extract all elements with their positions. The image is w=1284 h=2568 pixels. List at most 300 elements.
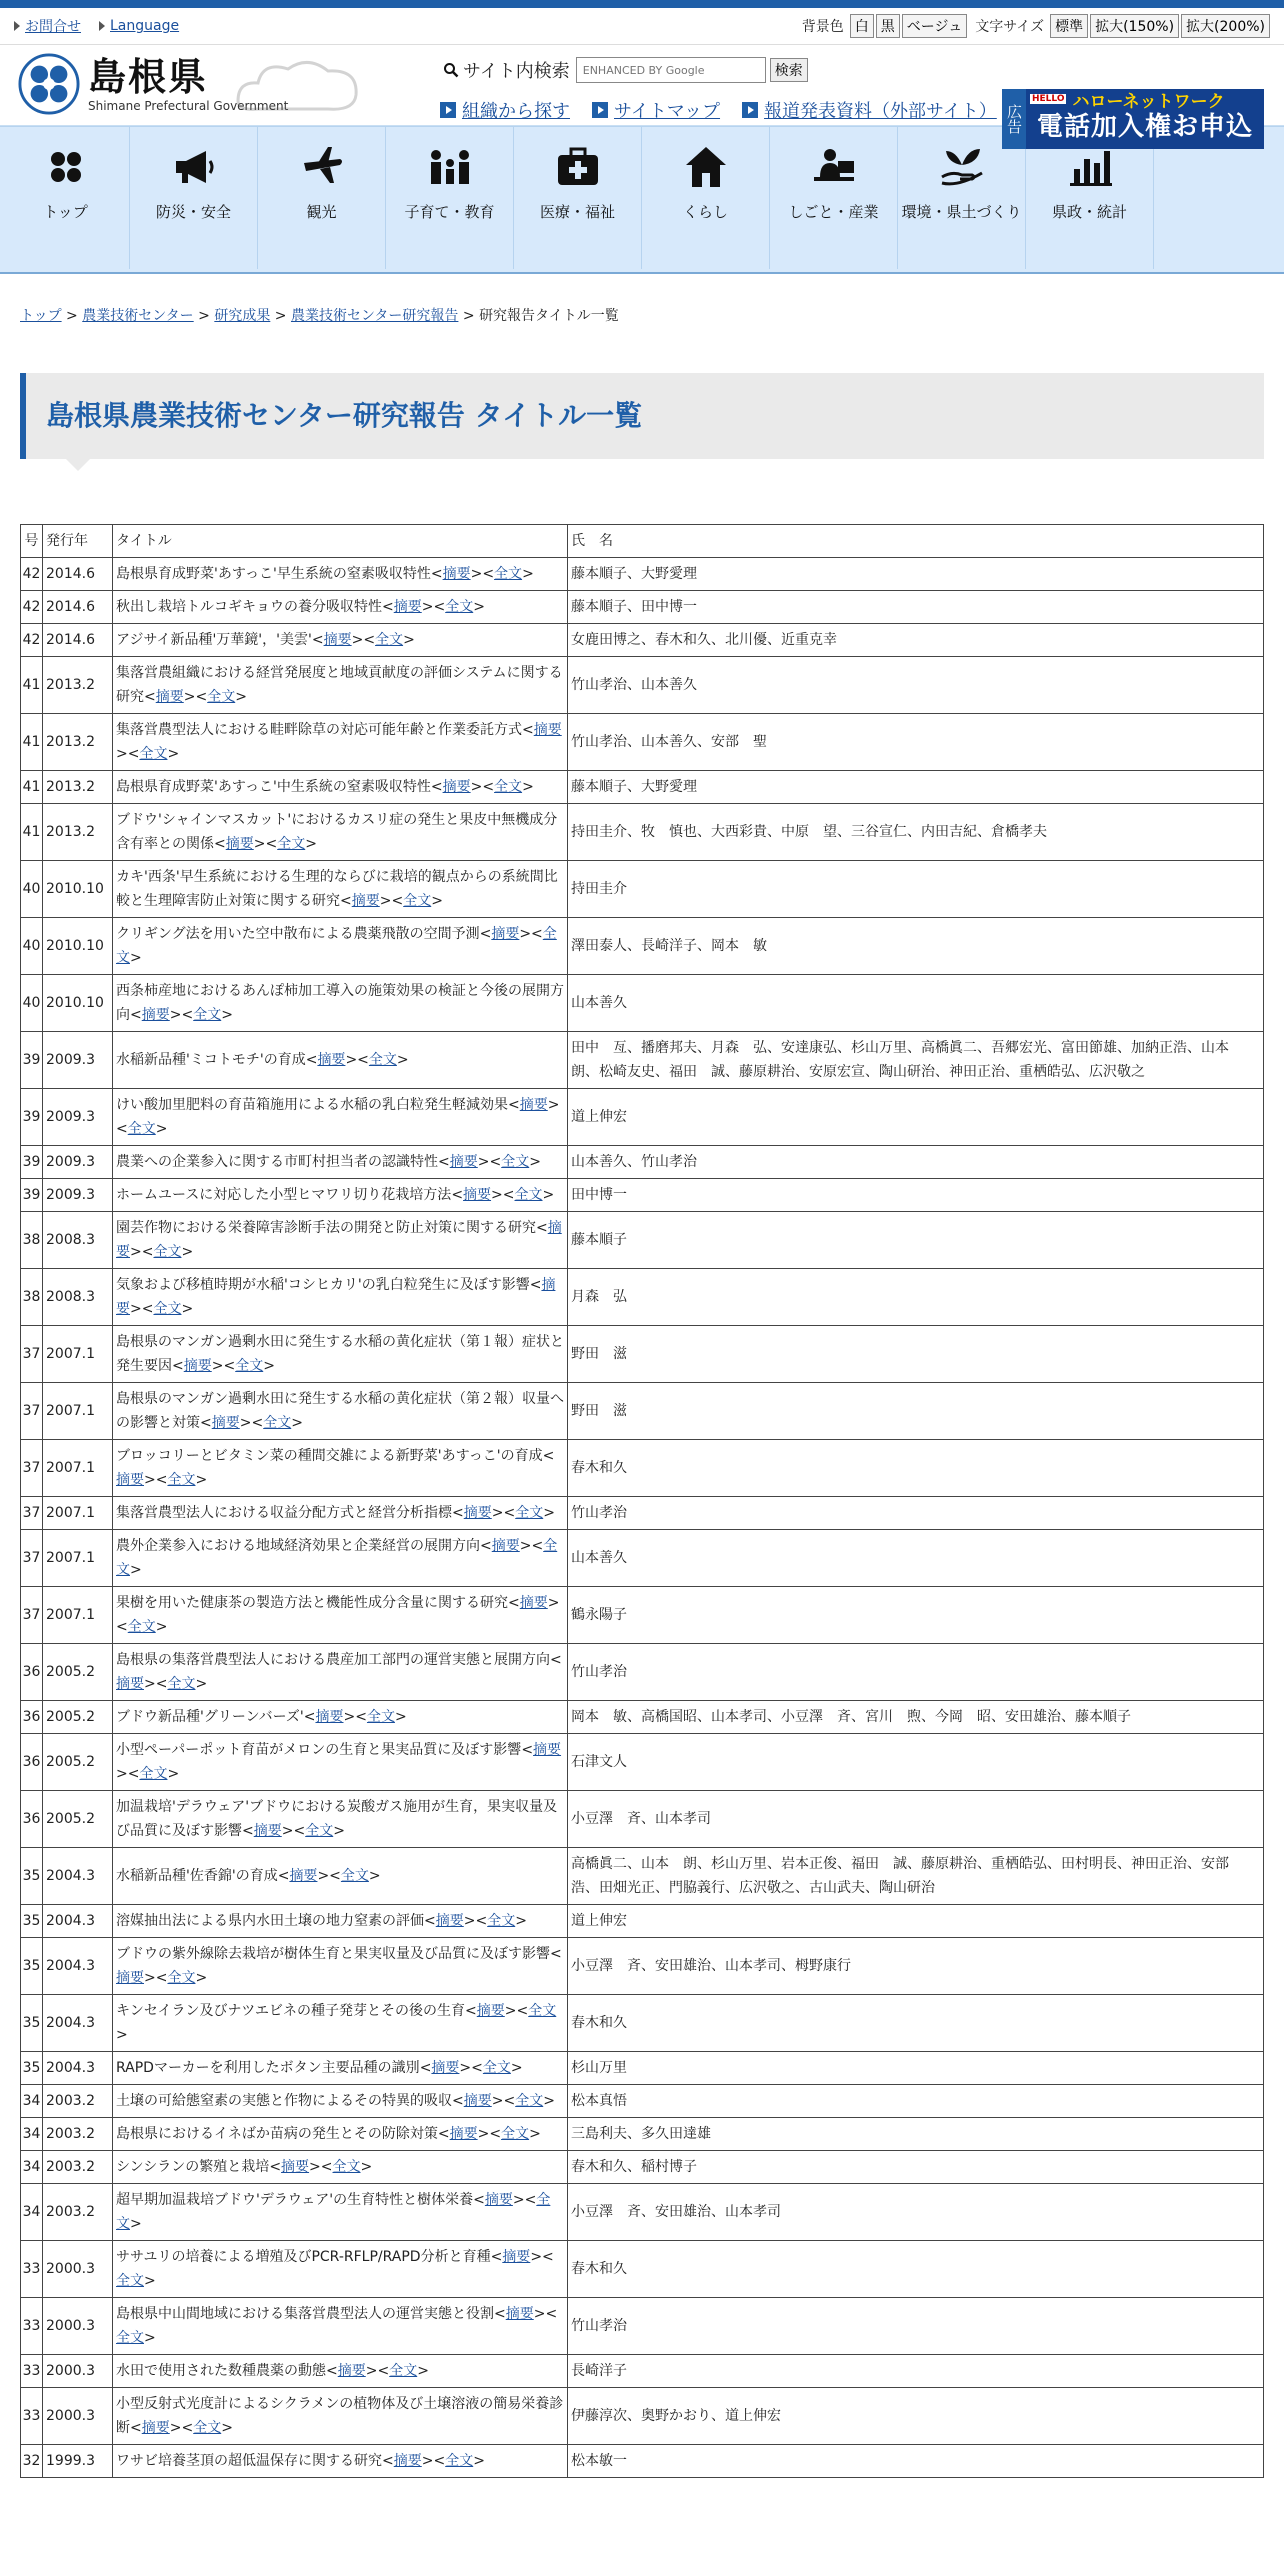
title-text: RAPDマーカーを利用したボタン主要品種の識別 <box>116 2060 420 2076</box>
title-text: 水稲新品種'ミコトモチ'の育成 <box>116 1052 306 1068</box>
cell-title: 溶媒抽出法による県内水田土壌の地力窒素の評価<摘要><全文> <box>113 1905 568 1938</box>
cell-author: 野田 滋 <box>568 1326 1264 1383</box>
cell-title: 水田で使用された数種農薬の動態<摘要><全文> <box>113 2355 568 2388</box>
abstract-link[interactable]: 摘要 <box>491 1538 520 1554</box>
nav-disaster-safety[interactable] <box>130 127 258 269</box>
font-standard-button[interactable]: 標準 <box>1050 14 1088 38</box>
cloud-decoration-icon <box>228 51 368 119</box>
cell-year: 2000.3 <box>43 2388 113 2445</box>
fulltext-link[interactable]: 全文 <box>116 2273 144 2289</box>
cell-author: 山本善久、竹山孝治 <box>568 1146 1264 1179</box>
cell-number: 41 <box>21 657 43 714</box>
fulltext-link[interactable]: 全文 <box>487 1913 516 1929</box>
cell-author: 野田 滋 <box>568 1383 1264 1440</box>
search-icon <box>443 62 459 78</box>
abstract-link[interactable]: 摘要 <box>533 1742 562 1758</box>
cell-number: 35 <box>21 1938 43 1995</box>
fulltext-link[interactable]: 全文 <box>167 1472 196 1488</box>
title-text: ブドウ新品種'グリーンバーズ' <box>116 1709 304 1725</box>
cell-number: 35 <box>21 1848 43 1905</box>
fulltext-link[interactable]: 全文 <box>515 2093 544 2109</box>
fulltext-link[interactable]: 全文 <box>207 689 236 705</box>
title-text: 秋出し栽培トルコギキョウの養分吸収特性 <box>116 599 382 615</box>
cell-author: 道上伸宏 <box>568 1905 1264 1938</box>
cell-year: 2007.1 <box>43 1530 113 1587</box>
home-emblem-icon <box>42 143 90 191</box>
cell-number: 33 <box>21 2241 43 2298</box>
site-search <box>443 57 808 83</box>
fulltext-link[interactable]: 全文 <box>494 779 523 795</box>
fulltext-link[interactable]: 全文 <box>340 1868 369 1884</box>
abstract-link[interactable]: 摘要 <box>393 2453 422 2469</box>
breadcrumb: トップ > 農業技術センター > 研究成果 > 農業技術センター研究報告 > 研究報告タイトル一覧 <box>20 308 619 324</box>
language-link[interactable]: Language <box>110 18 180 34</box>
bg-black-button[interactable]: 黒 <box>876 14 900 38</box>
title-text: 農業への企業参入に関する市町村担当者の認識特性 <box>116 1154 438 1170</box>
title-text: ササユリの培養による増殖及びPCR-RFLP/RAPD分析と育種 <box>116 2249 491 2265</box>
cell-number: 34 <box>21 2184 43 2241</box>
nav-label: しごと・産業 <box>788 203 879 221</box>
fulltext-link[interactable]: 全文 <box>305 1823 334 1839</box>
breadcrumb-reports[interactable]: 農業技術センター研究報告 <box>290 308 459 324</box>
abstract-link[interactable]: 摘要 <box>211 1415 240 1431</box>
breadcrumb-center[interactable]: 農業技術センター <box>82 308 194 324</box>
abstract-link[interactable]: 摘要 <box>463 1187 492 1203</box>
abstract-link[interactable]: 摘要 <box>476 2003 505 2019</box>
fulltext-link[interactable]: 全文 <box>482 2060 511 2076</box>
cell-author: 持田圭介、牧 慎也、大西彩貴、中原 望、三谷宣仁、内田吉紀、倉橋孝夫 <box>568 804 1264 861</box>
cell-title: 小型反射式光度計によるシクラメンの植物体及び土壌溶液の簡易栄養診断<摘要><全文> <box>113 2388 568 2445</box>
title-text: 加温栽培'デラウェア'ブドウにおける炭酸ガス施用が生育，果実収量及び品質に及ぼす影響 <box>116 1799 558 1839</box>
org-search-link[interactable]: 組織から探す <box>462 101 570 122</box>
cell-author: 竹山孝治 <box>568 1497 1264 1530</box>
table-row <box>21 1530 1264 1587</box>
abstract-link[interactable]: 摘要 <box>431 2060 460 2076</box>
title-text: 気象および移植時期が水稲'コシヒカリ'の乳白粒発生に及ぼす影響 <box>116 1277 530 1293</box>
ad-line2: 電話加入権お申込 <box>1036 112 1253 142</box>
fulltext-link[interactable]: 全文 <box>277 836 306 852</box>
nav-label: くらし <box>682 203 728 221</box>
fulltext-link[interactable]: 全文 <box>127 1121 156 1137</box>
title-pointer <box>66 459 90 471</box>
table-row <box>21 1269 1264 1326</box>
title-text: 水田で使用された数種農薬の動態 <box>116 2363 326 2379</box>
cell-author: 田中博一 <box>568 1179 1264 1212</box>
fulltext-link[interactable]: 全文 <box>501 2126 530 2142</box>
fulltext-link[interactable]: 全文 <box>263 1415 292 1431</box>
cell-year: 2009.3 <box>43 1032 113 1089</box>
cell-author: 竹山孝治 <box>568 2298 1264 2355</box>
table-row <box>21 1938 1264 1995</box>
fulltext-link[interactable]: 全文 <box>528 2003 557 2019</box>
table-row <box>21 2085 1264 2118</box>
cell-title: キンセイラン及びナツエビネの種子発芽とその後の生育<摘要><全文> <box>113 1995 568 2052</box>
table-row <box>21 624 1264 657</box>
fulltext-link[interactable]: 全文 <box>389 2363 418 2379</box>
cell-number: 39 <box>21 1032 43 1089</box>
hand-sprout-icon <box>938 143 986 191</box>
contact-link[interactable]: お問合せ <box>25 19 81 35</box>
cell-year: 2009.3 <box>43 1179 113 1212</box>
cell-number: 33 <box>21 2388 43 2445</box>
cell-year: 2010.10 <box>43 975 113 1032</box>
cell-year: 2005.2 <box>43 1791 113 1848</box>
cell-title: けい酸加里肥料の育苗箱施用による水稲の乳白粒発生軽減効果<摘要><全文> <box>113 1089 568 1146</box>
cell-number: 37 <box>21 1530 43 1587</box>
cell-number: 35 <box>21 1995 43 2052</box>
abstract-link[interactable]: 摘要 <box>484 2192 513 2208</box>
abstract-link[interactable]: 摘要 <box>317 1052 346 1068</box>
cell-year: 2004.3 <box>43 1938 113 1995</box>
cell-number: 35 <box>21 2052 43 2085</box>
contact-link-wrap <box>14 16 81 36</box>
cell-title: 集落営農組織における経営発展度と地域貢献度の評価システムに関する研究<摘要><全文> <box>113 657 568 714</box>
family-icon <box>426 143 474 191</box>
cell-year: 1999.3 <box>43 2445 113 2478</box>
abstract-link[interactable]: 摘要 <box>155 689 184 705</box>
title-text: 園芸作物における栄養障害診断手法の開発と防止対策に関する研究 <box>116 1220 536 1236</box>
cell-title: 気象および移植時期が水稲'コシヒカリ'の乳白粒発生に及ぼす影響<摘要><全文> <box>113 1269 568 1326</box>
header-year: 発行年 <box>43 525 113 558</box>
cell-author: 藤本順子、大野愛理 <box>568 771 1264 804</box>
abstract-link[interactable]: 摘要 <box>449 2126 478 2142</box>
title-text: 島根県のマンガン過剰水田に発生する水稲の黄化症状（第１報）症状と発生要因 <box>116 1334 564 1374</box>
abstract-link[interactable]: 摘要 <box>315 1709 344 1725</box>
table-row <box>21 2388 1264 2445</box>
cell-year: 2007.1 <box>43 1383 113 1440</box>
cell-title: 島根県におけるイネばか苗病の発生とその防除対策<摘要><全文> <box>113 2118 568 2151</box>
fulltext-link[interactable]: 全文 <box>332 2159 361 2175</box>
cell-author: 松本真悟 <box>568 2085 1264 2118</box>
title-text: 農外企業参入における地域経済効果と企業経営の展開方向 <box>116 1538 480 1554</box>
utility-bar <box>0 8 1284 45</box>
cell-number: 36 <box>21 1644 43 1701</box>
sitemap-link[interactable]: サイトマップ <box>614 101 721 122</box>
house-icon <box>682 143 730 191</box>
search-input[interactable] <box>576 57 766 83</box>
fulltext-link[interactable]: 全文 <box>116 926 557 966</box>
bg-white-button[interactable]: 白 <box>850 14 874 38</box>
title-text: けい酸加里肥料の育苗箱施用による水稲の乳白粒発生軽減効果 <box>116 1097 508 1113</box>
abstract-link[interactable]: 摘要 <box>116 1676 144 1692</box>
fulltext-link[interactable]: 全文 <box>445 2453 474 2469</box>
ad-banner[interactable] <box>1002 89 1264 149</box>
title-text: 小型反射式光度計によるシクラメンの植物体及び土壌溶液の簡易栄養診断 <box>116 2396 564 2436</box>
abstract-link[interactable]: 摘要 <box>225 836 254 852</box>
title-text: ホームユースに対応した小型ヒマワリ切り花栽培方法 <box>116 1187 452 1203</box>
fulltext-link[interactable]: 全文 <box>153 1244 182 1260</box>
title-text: 土壌の可給態窒素の実態と作物によるその特異的吸収 <box>116 2093 452 2109</box>
cell-number: 42 <box>21 624 43 657</box>
cell-author: 竹山孝治、山本善久、安部 聖 <box>568 714 1264 771</box>
fulltext-link[interactable]: 全文 <box>153 1301 182 1317</box>
cell-number: 37 <box>21 1383 43 1440</box>
cell-year: 2008.3 <box>43 1212 113 1269</box>
title-text: ブロッコリーとビタミン菜の種間交雑による新野菜'あすっこ'の育成 <box>116 1448 543 1464</box>
nav-label: トップ <box>43 203 88 221</box>
abstract-link[interactable]: 摘要 <box>351 893 380 909</box>
header-author: 氏 名 <box>568 525 1264 558</box>
breadcrumb-results[interactable]: 研究成果 <box>214 308 271 324</box>
abstract-link[interactable]: 摘要 <box>491 926 520 942</box>
cell-title: 果樹を用いた健康茶の製造方法と機能性成分含量に関する研究<摘要><全文> <box>113 1587 568 1644</box>
table-row <box>21 1089 1264 1146</box>
abstract-link[interactable]: 摘要 <box>141 1007 170 1023</box>
arrow-right-icon <box>592 102 608 118</box>
cell-title: 超早期加温栽培ブドウ'デラウェア'の生育特性と樹体栄養<摘要><全文> <box>113 2184 568 2241</box>
cell-number: 39 <box>21 1179 43 1212</box>
cell-number: 41 <box>21 771 43 804</box>
nav-tourism[interactable] <box>258 127 386 269</box>
cell-title: 水稲新品種'ミコトモチ'の育成<摘要><全文> <box>113 1032 568 1089</box>
table-row <box>21 2298 1264 2355</box>
cell-number: 41 <box>21 714 43 771</box>
cell-title: 集落営農型法人における畦畔除草の対応可能年齢と作業委託方式<摘要><全文> <box>113 714 568 771</box>
title-text: ブドウ'シャインマスカット'におけるカスリ症の発生と果皮中無機成分含有率との関係 <box>116 812 558 852</box>
cell-title: 島根県育成野菜'あすっこ'中生系統の窒素吸収特性<摘要><全文> <box>113 771 568 804</box>
table-row <box>21 2184 1264 2241</box>
cell-title: シンシランの繁殖と栽培<摘要><全文> <box>113 2151 568 2184</box>
nav-work-industry[interactable] <box>770 127 898 269</box>
bg-beige-button[interactable]: ベージュ <box>902 14 967 38</box>
table-row <box>21 2151 1264 2184</box>
cell-year: 2004.3 <box>43 1995 113 2052</box>
abstract-link[interactable]: 摘要 <box>323 632 352 648</box>
cell-author: 澤田泰人、長崎洋子、岡本 敏 <box>568 918 1264 975</box>
bar-chart-icon <box>1066 143 1114 191</box>
cell-title: クリギング法を用いた空中散布による農薬飛散の空間予測<摘要><全文> <box>113 918 568 975</box>
fulltext-link[interactable]: 全文 <box>494 566 523 582</box>
abstract-link[interactable]: 摘要 <box>442 779 471 795</box>
arrow-right-icon <box>742 102 758 118</box>
table-row <box>21 714 1264 771</box>
cell-author: 春木和久、稲村博子 <box>568 2151 1264 2184</box>
cell-number: 40 <box>21 861 43 918</box>
cell-number: 34 <box>21 2085 43 2118</box>
title-text: 集落営農組織における経営発展度と地域貢献度の評価システムに関する研究 <box>116 665 563 705</box>
cell-year: 2003.2 <box>43 2184 113 2241</box>
fulltext-link[interactable]: 全文 <box>515 1505 544 1521</box>
cell-number: 42 <box>21 591 43 624</box>
table-row <box>21 1032 1264 1089</box>
title-text: シンシランの繁殖と栽培 <box>116 2159 270 2175</box>
airplane-icon <box>298 143 346 191</box>
fulltext-link[interactable]: 全文 <box>116 2330 144 2346</box>
abstract-link[interactable]: 摘要 <box>533 722 562 738</box>
fulltext-link[interactable]: 全文 <box>501 1154 530 1170</box>
fulltext-link[interactable]: 全文 <box>366 1709 395 1725</box>
abstract-link[interactable]: 摘要 <box>253 1823 282 1839</box>
cell-year: 2000.3 <box>43 2241 113 2298</box>
cell-title: 園芸作物における栄養障害診断手法の開発と防止対策に関する研究<摘要><全文> <box>113 1212 568 1269</box>
fulltext-link[interactable]: 全文 <box>193 1007 222 1023</box>
fulltext-link[interactable]: 全文 <box>139 1766 168 1782</box>
abstract-link[interactable]: 摘要 <box>116 1970 144 1986</box>
breadcrumb-current: 研究報告タイトル一覧 <box>479 308 619 324</box>
abstract-link[interactable]: 摘要 <box>289 1868 318 1884</box>
abstract-link[interactable]: 摘要 <box>337 2363 366 2379</box>
cell-year: 2007.1 <box>43 1497 113 1530</box>
abstract-link[interactable]: 摘要 <box>449 1154 478 1170</box>
fulltext-link[interactable]: 全文 <box>116 1538 558 1578</box>
fulltext-link[interactable]: 全文 <box>403 893 432 909</box>
header-title: タイトル <box>113 525 568 558</box>
abstract-link[interactable]: 摘要 <box>116 1220 562 1260</box>
search-label: サイト内検索 <box>463 61 570 82</box>
abstract-link[interactable]: 摘要 <box>141 2420 170 2436</box>
fulltext-link[interactable]: 全文 <box>514 1187 543 1203</box>
cell-number: 37 <box>21 1587 43 1644</box>
nav-label: 観光 <box>306 203 337 221</box>
table-row <box>21 1326 1264 1383</box>
cell-title: ブドウの紫外線除去栽培が樹体生育と果実収量及び品質に及ぼす影響<摘要><全文> <box>113 1938 568 1995</box>
arrow-right-icon <box>440 102 456 118</box>
table-row <box>21 1848 1264 1905</box>
cell-author: 小豆澤 斉、安田雄治、山本孝司 <box>568 2184 1264 2241</box>
page-title: 島根県農業技術センター研究報告 タイトル一覧 <box>46 399 643 432</box>
cell-author: 藤本順子、田中博一 <box>568 591 1264 624</box>
cell-year: 2013.2 <box>43 804 113 861</box>
cell-number: 39 <box>21 1146 43 1179</box>
cell-year: 2000.3 <box>43 2298 113 2355</box>
cell-year: 2003.2 <box>43 2085 113 2118</box>
cell-author: 石津文人 <box>568 1734 1264 1791</box>
abstract-link[interactable]: 摘要 <box>463 2093 492 2109</box>
fulltext-link[interactable]: 全文 <box>193 2420 222 2436</box>
ad-tag: 広告 <box>1002 89 1026 149</box>
title-text: 島根県のマンガン過剰水田に発生する水稲の黄化症状（第２報）収量への影響と対策 <box>116 1391 564 1431</box>
cell-year: 2007.1 <box>43 1440 113 1497</box>
abstract-link[interactable]: 摘要 <box>183 1358 212 1374</box>
table-row <box>21 1212 1264 1269</box>
bg-color-label: 背景色 <box>801 19 844 35</box>
fulltext-link[interactable]: 全文 <box>139 746 168 762</box>
nav-living[interactable] <box>642 127 770 269</box>
worker-desk-icon <box>810 143 858 191</box>
fulltext-link[interactable]: 全文 <box>167 1676 196 1692</box>
nav-top[interactable] <box>2 127 130 269</box>
abstract-link[interactable]: 摘要 <box>281 2159 310 2175</box>
press-release-link[interactable]: 報道発表資料（外部サイト） <box>764 101 997 122</box>
cell-author: 小豆澤 斉、安田雄治、山本孝司、栂野康行 <box>568 1938 1264 1995</box>
cell-author: 藤本順子 <box>568 1212 1264 1269</box>
cell-author: 持田圭介 <box>568 861 1264 918</box>
cell-author: 松本敏一 <box>568 2445 1264 2478</box>
cell-year: 2014.6 <box>43 624 113 657</box>
fulltext-link[interactable]: 全文 <box>375 632 404 648</box>
cell-number: 33 <box>21 2298 43 2355</box>
cell-title: 農外企業参入における地域経済効果と企業経営の展開方向<摘要><全文> <box>113 1530 568 1587</box>
cell-title: 島根県育成野菜'あすっこ'早生系統の窒素吸収特性<摘要><全文> <box>113 558 568 591</box>
cell-number: 34 <box>21 2118 43 2151</box>
fulltext-link[interactable]: 全文 <box>116 2192 551 2232</box>
abstract-link[interactable]: 摘要 <box>393 599 422 615</box>
title-text: 集落営農型法人における収益分配方式と経営分析指標 <box>116 1505 452 1521</box>
cell-title: 小型ペーパーポット育苗がメロンの生育と果実品質に及ぼす影響<摘要><全文> <box>113 1734 568 1791</box>
abstract-link[interactable]: 摘要 <box>519 1595 548 1611</box>
cell-number: 37 <box>21 1326 43 1383</box>
cell-year: 2003.2 <box>43 2118 113 2151</box>
medical-kit-icon <box>554 143 602 191</box>
font-150-button[interactable]: 拡大(150%) <box>1090 14 1179 38</box>
abstract-link[interactable]: 摘要 <box>116 1277 556 1317</box>
ad-hello: HELLO <box>1032 94 1065 104</box>
nav-childcare-education[interactable] <box>386 127 514 269</box>
cell-author: 長崎洋子 <box>568 2355 1264 2388</box>
cell-number: 38 <box>21 1269 43 1326</box>
cell-author: 三島利夫、多久田達雄 <box>568 2118 1264 2151</box>
abstract-link[interactable]: 摘要 <box>435 1913 464 1929</box>
cell-title: 秋出し栽培トルコギキョウの養分吸収特性<摘要><全文> <box>113 591 568 624</box>
cell-title: ワサビ培養茎頂の超低温保存に関する研究<摘要><全文> <box>113 2445 568 2478</box>
table-row <box>21 918 1264 975</box>
table-row <box>21 1791 1264 1848</box>
abstract-link[interactable]: 摘要 <box>519 1097 548 1113</box>
fulltext-link[interactable]: 全文 <box>127 1619 156 1635</box>
table-row <box>21 1440 1264 1497</box>
cell-year: 2007.1 <box>43 1587 113 1644</box>
title-text: クリギング法を用いた空中散布による農薬飛散の空間予測 <box>116 926 480 942</box>
font-200-button[interactable]: 拡大(200%) <box>1181 14 1270 38</box>
cell-author: 藤本順子、大野愛理 <box>568 558 1264 591</box>
cell-year: 2000.3 <box>43 2355 113 2388</box>
triangle-icon <box>14 21 20 31</box>
cell-number: 39 <box>21 1089 43 1146</box>
fulltext-link[interactable]: 全文 <box>167 1970 196 1986</box>
cell-title: ブドウ'シャインマスカット'におけるカスリ症の発生と果皮中無機成分含有率との関係<摘要><全文> <box>113 804 568 861</box>
title-text: カキ'西条'早生系統における生理的ならびに栽培的観点からの系統間比較と生理障害防止対策に関する研究 <box>116 869 558 909</box>
nav-label: 医療・福祉 <box>539 203 615 221</box>
cell-title: RAPDマーカーを利用したボタン主要品種の識別<摘要><全文> <box>113 2052 568 2085</box>
cell-title: 島根県の集落営農型法人における農産加工部門の運営実態と展開方向<摘要><全文> <box>113 1644 568 1701</box>
search-button[interactable]: 検索 <box>770 58 808 82</box>
breadcrumb-top[interactable]: トップ <box>20 308 62 324</box>
abstract-link[interactable]: 摘要 <box>116 1472 144 1488</box>
cell-author: 春木和久 <box>568 1995 1264 2052</box>
title-text: 島根県の集落営農型法人における農産加工部門の運営実態と展開方向 <box>116 1652 550 1668</box>
table-row <box>21 1701 1264 1734</box>
nav-medical-welfare[interactable] <box>514 127 642 269</box>
cell-year: 2004.3 <box>43 1848 113 1905</box>
table-row <box>21 1905 1264 1938</box>
abstract-link[interactable]: 摘要 <box>505 2306 534 2322</box>
fulltext-link[interactable]: 全文 <box>445 599 474 615</box>
abstract-link[interactable]: 摘要 <box>502 2249 531 2265</box>
header-links <box>440 97 1019 123</box>
cell-author: 杉山万里 <box>568 2052 1264 2085</box>
cell-title: ホームユースに対応した小型ヒマワリ切り花栽培方法<摘要><全文> <box>113 1179 568 1212</box>
logo-subtitle: Shimane Prefectural Government <box>88 99 289 113</box>
abstract-link[interactable]: 摘要 <box>442 566 471 582</box>
abstract-link[interactable]: 摘要 <box>463 1505 492 1521</box>
table-row <box>21 771 1264 804</box>
table-row <box>21 1383 1264 1440</box>
fulltext-link[interactable]: 全文 <box>235 1358 264 1374</box>
table-row <box>21 1179 1264 1212</box>
cell-year: 2014.6 <box>43 591 113 624</box>
cell-author: 高橋眞二、山本 朗、杉山万里、岩本正俊、福田 誠、藤原耕治、重栖皓弘、田村明長、神田正治、安部 浩、田畑光正、門脇義行、広沢敬之、古山武夫、陶山研治 <box>568 1848 1264 1905</box>
cell-title: 加温栽培'デラウェア'ブドウにおける炭酸ガス施用が生育，果実収量及び品質に及ぼす影響<摘要><全文> <box>113 1791 568 1848</box>
fulltext-link[interactable]: 全文 <box>368 1052 397 1068</box>
cell-number: 35 <box>21 1905 43 1938</box>
cell-author: 岡本 敏、高橋国昭、山本孝司、小豆澤 斉、宮川 煦、今岡 昭、安田雄治、藤本順子 <box>568 1701 1264 1734</box>
nav-label: 防災・安全 <box>155 203 231 221</box>
cell-title: 西条柿産地におけるあんぽ柿加工導入の施策効果の検証と今後の展開方向<摘要><全文> <box>113 975 568 1032</box>
cell-author: 田中 亙、播磨邦夫、月森 弘、安達康弘、杉山万里、高橋眞二、吾郷宏光、富田節雄、加納正浩、山本 朗、松崎友史、福田 誠、藤原耕治、安原宏宣、陶山研治、神田正治、重栖皓弘、広沢敬之 <box>568 1032 1264 1089</box>
table-row <box>21 2355 1264 2388</box>
cell-year: 2010.10 <box>43 918 113 975</box>
cell-number: 42 <box>21 558 43 591</box>
